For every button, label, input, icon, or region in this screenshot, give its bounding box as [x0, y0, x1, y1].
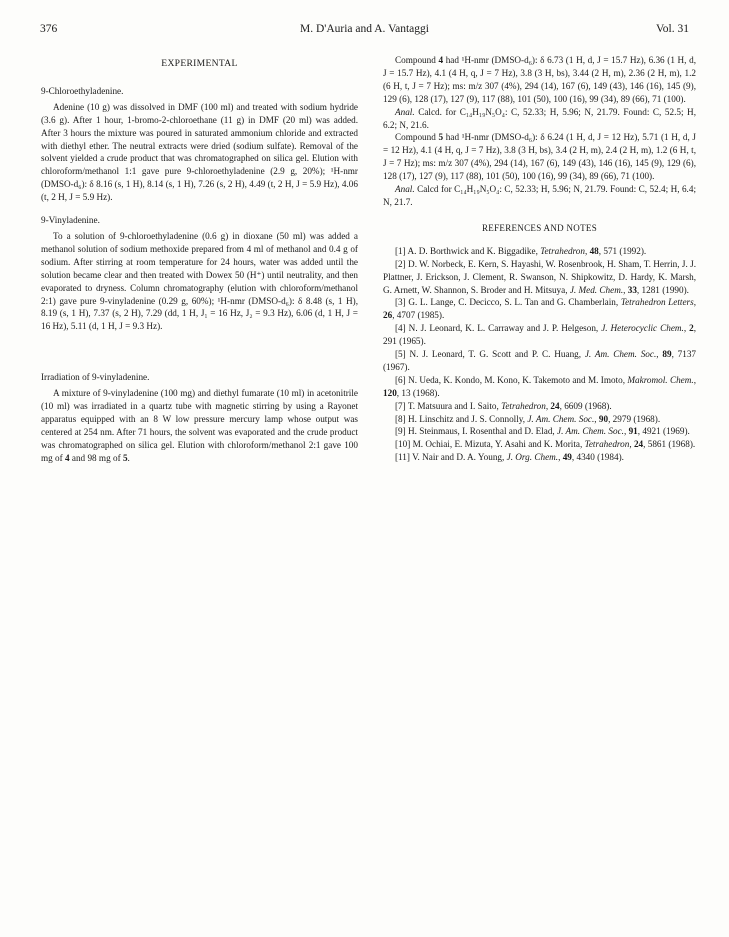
reference-item: [3] G. L. Lange, C. Decicco, S. L. Tan and G. Chamberlain, Tetrahedron Letters, 26, 4707 (1985).	[383, 297, 697, 321]
running-header	[40, 22, 689, 36]
header-authors: M. D'Auria and A. Vantaggi	[300, 23, 429, 35]
journal-name: Tetrahedron	[584, 439, 630, 450]
journal-volume: 89	[662, 349, 672, 360]
paragraph-irradiation: A mixture of 9-vinyladenine (100 mg) and diethyl fumarate (10 ml) in acetonitrile (10 ml) was irradiated in a quartz tube with magnetic stirring by using a Rayonet apparatus equipped with an 8 W low pressure mercury lamp whose output was centered at 254 nm. After 71 hours, the solvent was evaporated and the crude product was chromatographed on silica gel. Elution with chloroform/methanol 2:1 gave 100 mg of 4 and 98 mg of 5.	[41, 388, 358, 463]
journal-volume: 26	[383, 310, 393, 321]
journal-name: J. Heterocyclic Chem.	[601, 323, 684, 334]
journal-name: J. Am. Chem. Soc.	[527, 413, 595, 424]
reference-item: [6] N. Ueda, K. Kondo, M. Kono, K. Takemoto and M. Imoto, Makromol. Chem., 120, 13 (1968).	[383, 374, 696, 398]
journal-name: J. Org. Chem.	[506, 452, 559, 463]
left-column	[41, 54, 358, 465]
journal-name: J. Am. Chem. Soc.	[557, 426, 624, 437]
journal-name: Tetrahedron	[540, 245, 585, 256]
analysis-compound-5: Anal. Calcd for C₁₄H₁₉N₅O₄: C, 52.33; H, 5.96; N, 21.79. Found: C, 52.4; H, 6.4; N, 21.7.	[383, 184, 696, 207]
reference-item: [10] M. Ochiai, E. Mizuta, Y. Asahi and K. Morita, Tetrahedron, 24, 5861 (1968).	[395, 439, 696, 450]
journal-volume: 24	[550, 400, 560, 411]
compound-number: 4	[65, 452, 70, 463]
analysis-compound-4: Anal. Calcd. for C₁₄H₁₉N₅O₄: C, 52.33; H, 5.96; N, 21.79. Found: C, 52.5; H, 6.2; N, 21.6.	[383, 106, 696, 130]
journal-volume: 2	[689, 323, 694, 334]
reference-item: [5] N. J. Leonard, T. G. Scott and P. C. Huang, J. Am. Chem. Soc., 89, 7137 (1967).	[383, 349, 697, 372]
journal-volume: 120	[383, 387, 397, 398]
reference-item: [7] T. Matsuura and I. Saito, Tetrahedron, 24, 6609 (1968).	[395, 400, 612, 411]
reference-item: [4] N. J. Leonard, K. L. Carraway and J. P. Helgeson, J. Heterocyclic Chem., 2, 291 (1965).	[383, 323, 696, 347]
reference-list	[383, 245, 696, 464]
journal-volume: 48	[589, 245, 599, 256]
journal-name: Tetrahedron	[501, 400, 546, 411]
right-column	[383, 54, 696, 464]
journal-volume: 49	[562, 452, 572, 463]
references-title: REFERENCES AND NOTES	[481, 222, 597, 233]
subsection-title-vinyladenine: 9-Vinyladenine.	[41, 215, 100, 226]
page-number: 376	[40, 23, 58, 35]
paragraph-vinyladenine: To a solution of 9-chloroethyladenine (0.6 g) in dioxane (50 ml) was added a methanol solution of sodium methoxide prepared from 4 ml of methanol and 0.4 g of sodium. After stirring at room temperature for 24 hours, water was added until the solution became clear and then treated with Dowex 50 (H⁺) until neutrality, and then evaporated to dryness. Column chromatography (elution with chloroform/methanol 2:1) gave pure 9-vinyladenine (0.29 g, 60%); ¹H-nmr (DMSO-d₆): δ 8.48 (s, 1 H), 8.19 (s, 1 H), 7.37 (s, 2 H), 7.29 (dd, 1 H, J₁ = 16 Hz, J₂ = 9.3 Hz), 6.06 (d, 1 H, J = 16 Hz), 5.11 (d, 1 H, J = 9.3 Hz).	[41, 230, 358, 332]
journal-volume: 24	[633, 439, 644, 450]
journal-volume: 90	[598, 413, 609, 424]
compound-number: 5	[122, 452, 128, 463]
paragraph-compound-5: Compound 5 had ¹H-nmr (DMSO-d₆): δ 6.24 (1 H, d, J = 12 Hz), 5.71 (1 H, d, J = 12 Hz), 4.1 (4 H, q, J = 7 Hz), 3.8 (3 H, bs), 3.4 (2 H, m), 2.4 (2 H, m), 1.2 (6 H, t, J = 7 Hz); ms: m/z 307 (4%), 294 (14), 167 (6), 149 (43), 146 (16), 145 (9), 129 (6), 128 (17), 127 (9), 117 (88), 101 (50), 100 (16), 99 (34), 89 (66), 71 (100).	[383, 132, 696, 182]
paragraph-chloroethyladenine: Adenine (10 g) was dissolved in DMF (100 ml) and treated with sodium hydride (3.6 g). After 1 hour, 1-bromo-2-chloroethane (11 g) in DMF (20 ml) was added. After 3 hours the mixture was poured in saturated ammonium chloride and extracted with diethyl ether. The neutral extracts were dried (sodium sulfate). Removal of the solvent yielded a crude product that was chromatographed on silica gel. Elution with chloroform/methanol 1:1 gave pure 9-chloroethyladenine (2.9 g, 20%); ¹H-nmr (DMSO-d₆): δ 8.16 (s, 1 H), 8.14 (s, 1 H), 7.26 (s, 2 H), 4.49 (t, 2 H, J = 5.9 Hz), 4.06 (t, 2 H, J = 5.9 Hz).	[41, 101, 358, 203]
journal-name: Makromol. Chem.	[627, 374, 694, 385]
reference-item: [2] D. W. Norbeck, E. Kern, S. Hayashi, W. Rosenbrook, H. Sham, T. Herrin, J. J. Plattner, J. Erickson, J. Clement, R. Swanson, N. Shipkowitz, D. Hardy, K. Marsh, G. Arnett, W. Shannon, S. Broder and H. Mitsuya, J. Med. Chem., 33, 1281 (1990).	[383, 258, 696, 295]
reference-item: [9] H. Steinmaus, I. Rosenthal and D. Elad, J. Am. Chem. Soc., 91, 4921 (1969).	[395, 426, 690, 437]
subsection-title-chloroethyladenine: 9-Chloroethyladenine.	[41, 85, 124, 96]
journal-name: Tetrahedron Letters	[620, 297, 694, 308]
reference-item: [1] A. D. Borthwick and K. Biggadike, Tetrahedron, 48, 571 (1992).	[395, 245, 647, 256]
reference-item: [11] V. Nair and D. A. Young, J. Org. Chem., 49, 4340 (1984).	[395, 452, 624, 463]
journal-name: J. Med. Chem.	[569, 284, 624, 295]
journal-volume: 91	[628, 426, 638, 437]
section-title-experimental: EXPERIMENTAL	[161, 58, 238, 69]
journal-name: J. Am. Chem. Soc.	[584, 349, 657, 360]
paragraph-compound-4: Compound 4 had ¹H-nmr (DMSO-d₆): δ 6.73 (1 H, d, J = 15.7 Hz), 6.36 (1 H, d, J = 15.7 Hz), 4.1 (4 H, q, J = 7 Hz), 3.8 (3 H, bs), 3.44 (2 H, m), 2.36 (2 H, m), 1.2 (6 H, t, J = 7 Hz); ms: m/z 307 (4%), 294 (14), 167 (6), 149 (43), 146 (16), 145 (9), 129 (6), 128 (17), 127 (9), 117 (88), 101 (50), 100 (16), 99 (34), 89 (66), 71 (100).	[383, 55, 696, 104]
journal-volume: 33	[627, 284, 637, 295]
reference-item: [8] H. Linschitz and J. S. Connolly, J. Am. Chem. Soc., 90, 2979 (1968).	[395, 413, 661, 424]
header-volume: Vol. 31	[655, 23, 689, 35]
subsection-title-irradiation: Irradiation of 9-vinyladenine.	[41, 372, 150, 383]
